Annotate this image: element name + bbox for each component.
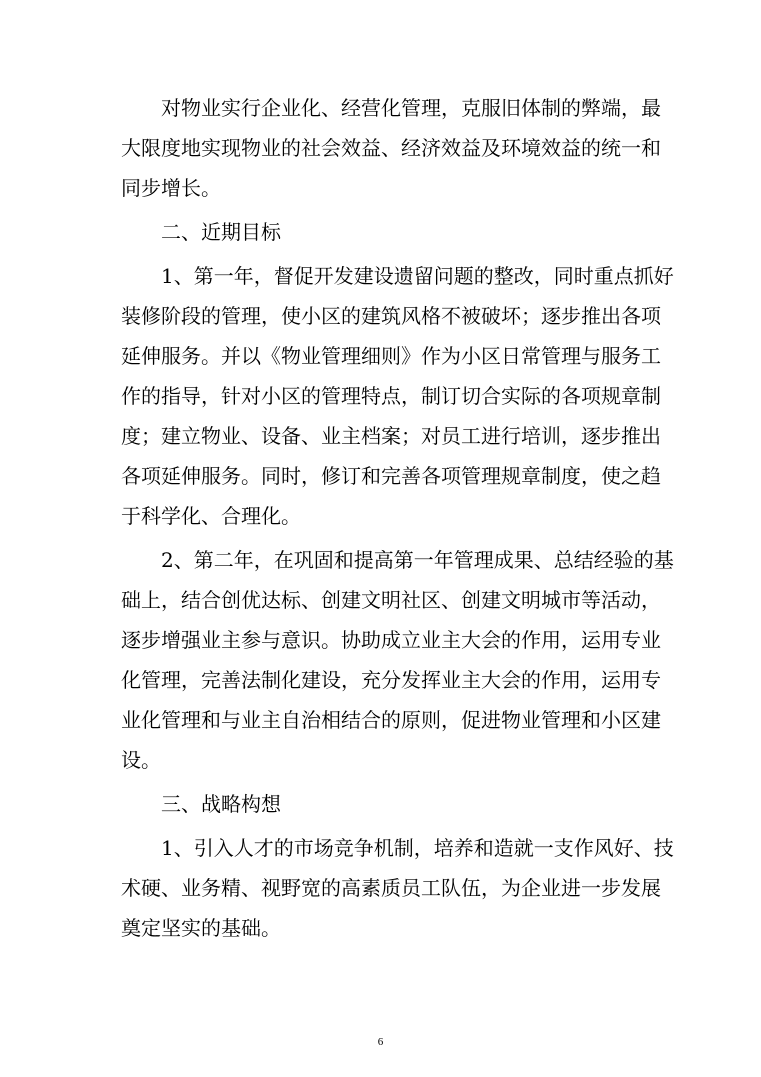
paragraph-3-line-1: 2、第二年，在巩固和提高第一年管理成果、总结经验的基 xyxy=(161,548,674,572)
paragraph-2-line-6: 各项延伸服务。同时，修订和完善各项管理规章制度，使之趋 xyxy=(121,464,661,488)
paragraph-2-line-4: 作的指导，针对小区的管理特点，制订切合实际的各项规章制 xyxy=(121,384,661,408)
page-number: 6 xyxy=(377,1036,384,1048)
paragraph-4-line-3: 奠定坚实的基础。 xyxy=(121,916,281,940)
paragraph-3-line-4: 化管理，完善法制化建设，充分发挥业主大会的作用，运用专 xyxy=(121,668,661,692)
paragraph-2-line-7: 于科学化、合理化。 xyxy=(121,504,301,528)
paragraph-1-line-2: 大限度地实现物业的社会效益、经济效益及环境效益的统一和 xyxy=(121,136,661,160)
paragraph-3-line-2: 础上，结合创优达标、创建文明社区、创建文明城市等活动， xyxy=(121,588,661,612)
heading-strategic-vision: 三、战略构想 xyxy=(161,792,281,816)
paragraph-2-line-1: 1、第一年，督促开发建设遗留问题的整改，同时重点抓好 xyxy=(161,264,674,288)
paragraph-4-line-2: 术硬、业务精、视野宽的高素质员工队伍，为企业进一步发展 xyxy=(121,876,661,900)
paragraph-1-line-1: 对物业实行企业化、经营化管理，克服旧体制的弊端，最 xyxy=(161,96,661,120)
paragraph-2-line-2: 装修阶段的管理，使小区的建筑风格不被破坏；逐步推出各项 xyxy=(121,304,661,328)
paragraph-2-line-3: 延伸服务。并以《物业管理细则》作为小区日常管理与服务工 xyxy=(121,344,661,368)
document-body xyxy=(121,88,674,948)
paragraph-3-line-6: 设。 xyxy=(121,748,161,772)
paragraph-2-line-5: 度；建立物业、设备、业主档案；对员工进行培训，逐步推出 xyxy=(121,424,661,448)
paragraph-1-line-3: 同步增长。 xyxy=(121,176,221,200)
paragraph-3-line-5: 业化管理和与业主自治相结合的原则，促进物业管理和小区建 xyxy=(121,708,661,732)
heading-near-term-goals: 二、近期目标 xyxy=(161,220,281,244)
paragraph-3-line-3: 逐步增强业主参与意识。协助成立业主大会的作用，运用专业 xyxy=(121,628,661,652)
paragraph-4-line-1: 1、引入人才的市场竞争机制，培养和造就一支作风好、技 xyxy=(161,836,674,860)
